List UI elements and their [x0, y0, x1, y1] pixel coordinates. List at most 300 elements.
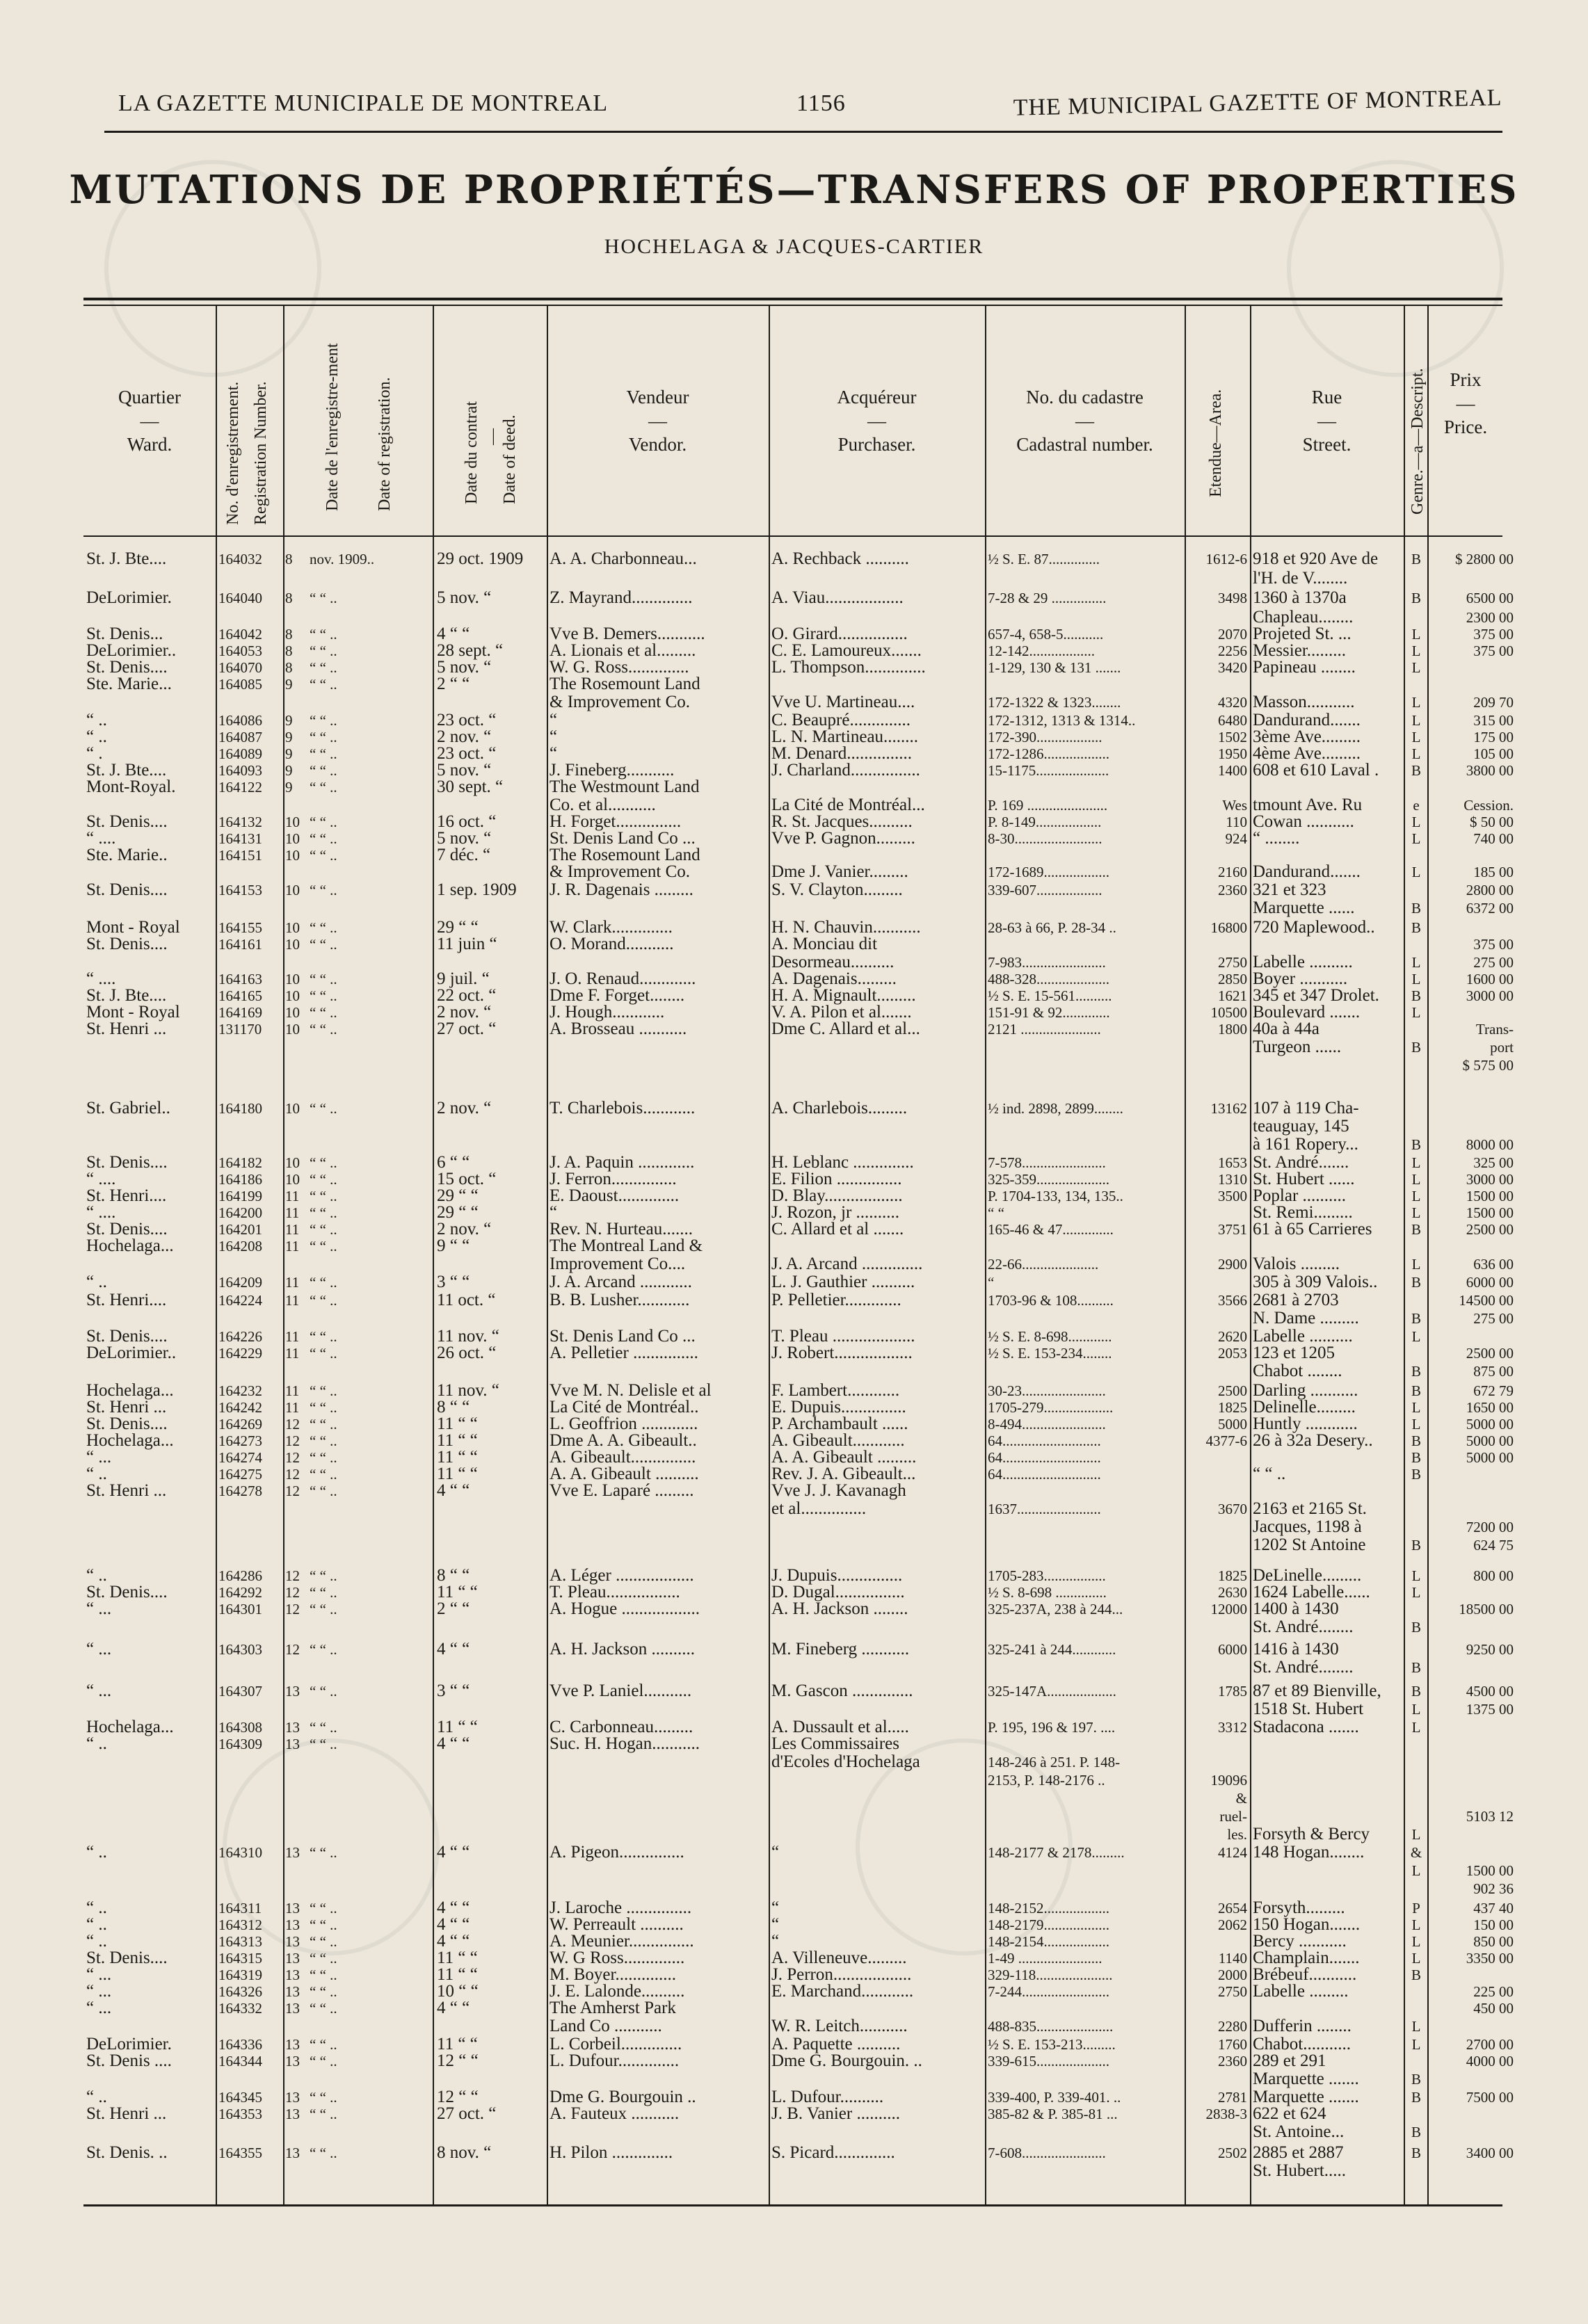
cell-ward: St. Gabriel.. — [86, 1099, 170, 1117]
cell-rd: “ “ .. — [310, 814, 337, 830]
cell-rn: 11 — [285, 1399, 300, 1416]
cell-rn: 13 — [285, 2145, 300, 2161]
cell-cd: 7 déc. “ — [437, 846, 491, 864]
cell-purchaser: J. Rozon, jr .......... — [771, 1203, 900, 1222]
cell-cad: ½ S. E. 87.............. — [988, 551, 1100, 567]
cell-reg: 164086 — [218, 712, 262, 729]
col-header-cadastre-en: Cadastral number. — [1016, 433, 1153, 455]
cell-rn: 11 — [285, 1274, 300, 1291]
cell-rn: 12 — [285, 1567, 300, 1584]
cell-g: B — [1411, 1039, 1421, 1056]
cell-reg: 164087 — [218, 729, 262, 745]
cell-reg: 164313 — [218, 1933, 262, 1950]
cell-reg: 164355 — [218, 2145, 262, 2161]
cell-purchaser: M. Gascon .............. — [771, 1681, 913, 1700]
cell-g: L — [1411, 1188, 1421, 1204]
cell-rn: 10 — [285, 987, 300, 1004]
cell-street: Marquette ....... — [1253, 2069, 1359, 2088]
cell-g: L — [1411, 1719, 1421, 1736]
cell-area: 2838-3 — [1205, 2106, 1247, 2122]
cell-g: B — [1411, 1537, 1421, 1554]
col-header-ward-en: Ward. — [127, 433, 173, 455]
cell-purchaser: E. Filion ............... — [771, 1170, 902, 1188]
cell-vendor: J. Ferron............... — [550, 1170, 677, 1188]
cell-cad: 64........................... — [988, 1466, 1101, 1483]
cell-rd: “ “ .. — [310, 1188, 337, 1204]
cell-vendor: & Improvement Co. — [550, 693, 691, 711]
cell-street: 1202 St Antoine — [1253, 1535, 1366, 1554]
cell-ward: St. Denis. .. — [86, 2143, 168, 2162]
cell-g: L — [1411, 864, 1421, 880]
cell-rn: 13 — [285, 2106, 300, 2122]
cell-reg: 164226 — [218, 1328, 262, 1345]
cell-rd: “ “ .. — [310, 1100, 337, 1117]
cell-vendor: “ — [550, 727, 558, 746]
cell-cd: 11 nov. “ — [437, 1327, 499, 1346]
cell-street: N. Dame ......... — [1253, 1309, 1359, 1328]
cell-purchaser: J. B. Vanier .......... — [771, 2104, 900, 2123]
cell-rn: 10 — [285, 830, 300, 847]
cell-rn: 10 — [285, 919, 300, 936]
cell-area: 1825 — [1218, 1567, 1247, 1584]
cell-rn: 11 — [285, 1292, 300, 1309]
cell-area: 1760 — [1218, 2036, 1247, 2053]
cell-vendor: J. E. Lalonde.......... — [550, 1982, 685, 2001]
cell-cd: 5 nov. “ — [437, 658, 492, 677]
cell-purchaser: A. Monciau dit — [771, 935, 878, 953]
cell-g: L — [1411, 1416, 1421, 1433]
cell-price: 1375 00 — [1466, 1701, 1514, 1718]
cell-price: Trans- — [1475, 1021, 1514, 1038]
cell-reg: 164232 — [218, 1382, 262, 1399]
cell-street: Poplar .......... — [1253, 1186, 1347, 1205]
cell-cad: 2121 ...................... — [988, 1021, 1101, 1038]
cell-ward: St. Henri ... — [86, 1398, 167, 1417]
cell-purchaser: Vve P. Gagnon......... — [771, 829, 915, 848]
cell-vendor: Z. Mayrand.............. — [550, 588, 693, 607]
cell-vendor: A. Fauteux ........... — [550, 2104, 680, 2123]
cell-rn: 11 — [285, 1238, 300, 1254]
cell-vendor: Rev. N. Hurteau....... — [550, 1220, 693, 1238]
cell-street: 150 Hogan....... — [1253, 1915, 1361, 1934]
cell-g: B — [1411, 762, 1421, 779]
cell-rn: 13 — [285, 1967, 300, 1983]
cell-rn: 13 — [285, 2089, 300, 2106]
cell-cd: 30 sept. “ — [437, 777, 504, 796]
cell-g: & — [1410, 1844, 1422, 1861]
cell-g: L — [1411, 1399, 1421, 1416]
cell-price: 636 00 — [1473, 1256, 1514, 1273]
cell-reg: 164275 — [218, 1466, 262, 1483]
cell-vendor: Vve P. Laniel........... — [550, 1681, 692, 1700]
cell-area: 2750 — [1218, 1983, 1247, 2000]
cell-rn: 9 — [285, 712, 293, 729]
cell-price: 4000 00 — [1466, 2053, 1514, 2069]
cell-rd: nov. 1909.. — [310, 551, 375, 567]
cell-reg: 164093 — [218, 762, 262, 779]
cell-rd: “ “ .. — [310, 729, 337, 745]
cell-area: 2900 — [1218, 1256, 1247, 1273]
col-header-contract-fr: Date du contrat — [463, 401, 481, 504]
cell-g: B — [1411, 2145, 1421, 2161]
cell-vendor: A. Meunier............... — [550, 1932, 694, 1951]
cell-g: B — [1411, 987, 1421, 1004]
cell-purchaser: H. Leblanc .............. — [771, 1153, 914, 1172]
cell-cad: 329-118..................... — [988, 1967, 1113, 1983]
page-title: MUTATIONS DE PROPRIÉTÉS—TRANSFERS OF PROPERTIES — [69, 167, 1519, 213]
cell-ward: “ .. — [86, 1734, 107, 1753]
cell-vendor: M. Boyer.............. — [550, 1965, 676, 1984]
cell-cad: 1-129, 130 & 131 ....... — [988, 659, 1121, 676]
cell-cad: 165-46 & 47.............. — [988, 1221, 1114, 1238]
cell-street: 3ème Ave......... — [1253, 727, 1361, 746]
cell-rd: “ “ .. — [310, 1399, 337, 1416]
cell-reg: 164311 — [218, 1900, 262, 1917]
cell-cad: 64........................... — [988, 1449, 1101, 1466]
cell-reg: 164151 — [218, 847, 262, 864]
cell-street: 40a à 44a — [1253, 1019, 1320, 1038]
cell-purchaser: d'Ecoles d'Hochelaga — [771, 1752, 920, 1771]
cell-cad: 172-1312, 1313 & 1314.. — [988, 712, 1136, 729]
cell-vendor: J. A. Arcand ............ — [550, 1273, 692, 1291]
cell-street: Delinelle......... — [1253, 1398, 1356, 1417]
cell-g: L — [1411, 1826, 1421, 1843]
cell-rd: “ “ .. — [310, 1154, 337, 1171]
cell-purchaser: “ — [771, 1843, 780, 1862]
cell-vendor: Vve B. Demers........... — [550, 624, 705, 643]
cell-street: 345 et 347 Drolet. — [1253, 986, 1379, 1005]
cell-reg: 164200 — [218, 1204, 262, 1221]
cell-street: 2681 à 2703 — [1253, 1291, 1339, 1309]
cell-street: Projeted St. ... — [1253, 624, 1352, 643]
cell-rn: 10 — [285, 1100, 300, 1117]
cell-rd: “ “ .. — [310, 1917, 337, 1933]
cell-ward: “ .. — [86, 1915, 107, 1934]
cell-price: 2500 00 — [1466, 1221, 1514, 1238]
cell-ward: “ .. — [86, 2088, 107, 2106]
cell-vendor: J. Hough............ — [550, 1003, 665, 1022]
cell-purchaser: R. St. Jacques.......... — [771, 812, 913, 831]
cell-street: 1360 à 1370a — [1253, 588, 1347, 607]
cell-g: L — [1411, 1701, 1421, 1718]
cell-area: 3498 — [1218, 590, 1247, 606]
cell-g: L — [1411, 1950, 1421, 1967]
cell-area: 3312 — [1218, 1719, 1247, 1736]
cell-purchaser: Dme C. Allard et al... — [771, 1019, 920, 1038]
cell-purchaser: F. Lambert............ — [771, 1381, 900, 1400]
cell-cad: 339-607.................. — [988, 882, 1102, 898]
cell-rd: “ “ .. — [310, 1900, 337, 1917]
cell-rn: 10 — [285, 814, 300, 830]
cell-price: 209 70 — [1473, 694, 1514, 711]
cell-street: Stadacona ....... — [1253, 1718, 1359, 1736]
cell-cd: 11 “ “ — [437, 1414, 478, 1433]
cell-price: $ 575 00 — [1462, 1057, 1514, 1074]
cell-ward: “ ... — [86, 1982, 112, 2001]
cell-purchaser: J. Robert.................. — [771, 1343, 913, 1362]
cell-reg: 164319 — [218, 1967, 262, 1983]
cell-price: 624 75 — [1473, 1537, 1514, 1554]
cell-cd: 12 “ “ — [437, 2088, 479, 2106]
cell-cd: 12 “ “ — [437, 2051, 479, 2070]
cell-vendor: The Rosemount Land — [550, 846, 700, 864]
cell-cd: 5 nov. “ — [437, 829, 492, 848]
cell-cd: 4 “ “ — [437, 1898, 470, 1917]
cell-g: B — [1411, 1136, 1421, 1153]
col-header-vendor-en: Vendor. — [628, 433, 687, 455]
cell-vendor: J. A. Paquin ............. — [550, 1153, 695, 1172]
cell-cad: 657-4, 658-5........... — [988, 626, 1104, 643]
cell-cad: 7-608....................... — [988, 2145, 1106, 2161]
cell-street: 918 et 920 Ave de — [1253, 549, 1379, 568]
cell-reg: 131170 — [218, 1021, 262, 1038]
cell-cd: 11 oct. “ — [437, 1291, 496, 1309]
header-left: LA GAZETTE MUNICIPALE DE MONTREAL — [118, 90, 609, 116]
cell-purchaser: E. Dupuis............... — [771, 1398, 906, 1417]
cell-cd: 29 “ “ — [437, 918, 479, 937]
cell-reg: 164224 — [218, 1292, 262, 1309]
cell-street: Messier......... — [1253, 641, 1347, 660]
cell-street: 26 à 32a Desery.. — [1253, 1431, 1373, 1450]
cell-ward: “ .. — [86, 1464, 107, 1483]
cell-ward: St. Denis.... — [86, 1327, 168, 1346]
cell-vendor: Co. et al........... — [550, 796, 656, 814]
cell-ward: St. Denis.... — [86, 812, 168, 831]
cell-rd: “ “ .. — [310, 712, 337, 729]
cell-vendor: Dme G. Bourgouin .. — [550, 2088, 696, 2106]
cell-vendor: L. Dufour.............. — [550, 2051, 680, 2070]
cell-area: 2070 — [1218, 626, 1247, 643]
cell-price: 8000 00 — [1466, 1136, 1514, 1153]
cell-rd: “ “ .. — [310, 2145, 337, 2161]
cell-purchaser: L. Dufour.......... — [771, 2088, 884, 2106]
cell-cd: 11 “ “ — [437, 1583, 478, 1601]
cell-rd: “ “ .. — [310, 1449, 337, 1466]
cell-area: 3751 — [1218, 1221, 1247, 1238]
cell-price: 1600 00 — [1466, 971, 1514, 987]
cell-vendor: B. B. Lusher............ — [550, 1291, 690, 1309]
cell-area: 2502 — [1218, 2145, 1247, 2161]
cell-g: L — [1411, 954, 1421, 971]
page-number: 1156 — [796, 90, 846, 116]
cell-g: B — [1411, 1274, 1421, 1291]
cell-cd: 4 “ “ — [437, 1999, 470, 2017]
cell-area: 2360 — [1218, 2053, 1247, 2069]
cell-area: les. — [1227, 1826, 1247, 1843]
col-rule-3 — [433, 305, 434, 2204]
cell-price: 5000 00 — [1466, 1433, 1514, 1449]
cell-price: 225 00 — [1473, 1983, 1514, 2000]
cell-vendor: A. Léger .................. — [550, 1566, 694, 1585]
cell-cad: 148-2179.................. — [988, 1917, 1109, 1933]
cell-cd: 23 oct. “ — [437, 744, 497, 763]
cell-street: 148 Hogan........ — [1253, 1843, 1365, 1862]
cell-vendor: T. Pleau................. — [550, 1583, 680, 1601]
cell-price: 275 00 — [1473, 1310, 1514, 1327]
cell-reg: 164089 — [218, 745, 262, 762]
cell-price: 450 00 — [1473, 2000, 1514, 2017]
cell-cad: 2153, P. 148-2176 .. — [988, 1772, 1105, 1789]
cell-area: 4377-6 — [1205, 1433, 1247, 1449]
col-rule-10 — [1427, 305, 1429, 2204]
cell-ward: St. Denis.... — [86, 1153, 168, 1172]
cell-rn: 13 — [285, 2000, 300, 2017]
col-rule-1 — [216, 305, 217, 2204]
cell-rn: 10 — [285, 936, 300, 953]
cell-purchaser: V. A. Pilon et al....... — [771, 1003, 912, 1022]
cell-street: à 161 Ropery... — [1253, 1135, 1358, 1154]
cell-rn: 13 — [285, 1736, 300, 1752]
cell-area: 1800 — [1218, 1021, 1247, 1038]
cell-ward: “ .. — [86, 1273, 107, 1291]
cell-ward: “ .... — [86, 829, 116, 848]
cell-rd: “ “ .. — [310, 779, 337, 796]
cell-area: 2256 — [1218, 643, 1247, 659]
cell-vendor: Vve M. N. Delisle et al — [550, 1381, 712, 1400]
cell-ward: St. Denis.... — [86, 1220, 168, 1238]
cell-cd: 10 “ “ — [437, 1982, 479, 2001]
cell-rd: “ “ .. — [310, 2106, 337, 2122]
cell-rd: “ “ .. — [310, 1584, 337, 1601]
cell-g: L — [1411, 1204, 1421, 1221]
cell-cad: “ — [988, 1274, 995, 1291]
cell-reg: 164344 — [218, 2053, 262, 2069]
col-header-vendor-dash: — — [648, 410, 667, 431]
cell-ward: St. Denis .... — [86, 2051, 172, 2070]
cell-g: L — [1411, 830, 1421, 847]
cell-ward: Ste. Marie... — [86, 675, 172, 693]
cell-g: B — [1411, 1382, 1421, 1399]
cell-purchaser: “ — [771, 1898, 780, 1917]
cell-purchaser: “ — [771, 1915, 780, 1934]
cell-vendor: J. R. Dagenais ......... — [550, 880, 693, 899]
cell-vendor: W. Perreault .......... — [550, 1915, 684, 1934]
cell-rn: 10 — [285, 882, 300, 898]
cell-cad: ½ ind. 2898, 2899........ — [988, 1100, 1123, 1117]
cell-ward: St. Henri ... — [86, 1019, 167, 1038]
table-header-rule — [83, 535, 1502, 537]
cell-cd: 2 “ “ — [437, 1599, 470, 1618]
cell-rn: 9 — [285, 676, 293, 693]
col-header-cadastre-fr: No. du cadastre — [1026, 387, 1144, 407]
col-header-price-en: Price. — [1443, 416, 1488, 437]
cell-rn: 8 — [285, 659, 293, 676]
cell-street: Cowan ........... — [1253, 812, 1354, 831]
cell-price: 2500 00 — [1466, 1345, 1514, 1362]
cell-reg: 164161 — [218, 936, 262, 953]
cell-cad: 7-28 & 29 ............... — [988, 590, 1107, 606]
cell-price: 2800 00 — [1466, 882, 1514, 898]
cell-ward: “ . — [86, 744, 103, 763]
cell-reg: 164131 — [218, 830, 262, 847]
cell-price: 105 00 — [1473, 745, 1514, 762]
cell-street: “ ........ — [1253, 829, 1300, 848]
cell-vendor: H. Forget............... — [550, 812, 682, 831]
col-header-vendor-fr: Vendeur — [626, 387, 689, 407]
cell-rn: 10 — [285, 1004, 300, 1021]
cell-purchaser: D. Dugal................ — [771, 1583, 905, 1601]
cell-cad: 148-2152.................. — [988, 1900, 1109, 1917]
cell-reg: 164032 — [218, 551, 262, 567]
cell-street: Forsyth......... — [1253, 1898, 1345, 1917]
cell-vendor: A. Gibeault............... — [550, 1448, 696, 1467]
cell-rd: “ “ .. — [310, 1844, 337, 1861]
cell-area: 1140 — [1218, 1950, 1247, 1967]
cell-rd: “ “ .. — [310, 830, 337, 847]
cell-vendor: The Amherst Park — [550, 1999, 676, 2017]
cell-street: Darling ........... — [1253, 1381, 1358, 1400]
cell-cd: 11 “ “ — [437, 1965, 478, 1984]
cell-cad: 12-142.................. — [988, 643, 1095, 659]
cell-street: l'H. de V........ — [1253, 569, 1348, 588]
cell-purchaser: A. Villeneuve......... — [771, 1948, 907, 1967]
cell-ward: “ .... — [86, 1170, 116, 1188]
col-header-genre: Genre.—a—Descript. — [1409, 368, 1427, 515]
cell-cd: 4 “ “ — [437, 1932, 470, 1951]
cell-reg: 164155 — [218, 919, 262, 936]
cell-purchaser: L. Thompson.............. — [771, 658, 926, 677]
cell-cd: 11 “ “ — [437, 1448, 478, 1467]
col-header-street-dash: — — [1317, 410, 1336, 431]
col-header-street-en: Street. — [1302, 433, 1352, 455]
cell-price: 3000 00 — [1466, 1171, 1514, 1188]
cell-vendor: Dme F. Forget........ — [550, 986, 685, 1005]
cell-rd: “ “ .. — [310, 847, 337, 864]
cell-cd: 2 nov. “ — [437, 1003, 492, 1022]
cell-g: L — [1411, 2036, 1421, 2053]
cell-cad: 8-494....................... — [988, 1416, 1106, 1433]
cell-reg: 164042 — [218, 626, 262, 643]
cell-purchaser: C. E. Lamoureux....... — [771, 641, 922, 660]
cell-cad: 28-63 à 66, P. 28-34 .. — [988, 919, 1116, 936]
cell-area: 1400 — [1218, 762, 1247, 779]
col-header-price-fr: Prix — [1450, 369, 1482, 390]
cell-rn: 13 — [285, 1917, 300, 1933]
cell-g: L — [1411, 1004, 1421, 1021]
cell-cd: 6 “ “ — [437, 1153, 470, 1172]
cell-vendor: A. Hogue .................. — [550, 1599, 700, 1618]
cell-rn: 11 — [285, 1328, 300, 1345]
cell-price: 150 00 — [1473, 1917, 1514, 1933]
cell-vendor: Land Co ........... — [550, 2017, 662, 2035]
cell-reg: 164286 — [218, 1567, 262, 1584]
cell-price: 6500 00 — [1466, 590, 1514, 606]
cell-price: 672 79 — [1473, 1382, 1514, 1399]
cell-price: 5103 12 — [1466, 1808, 1514, 1825]
cell-street: Bercy ........... — [1253, 1932, 1347, 1951]
cell-street: Chapleau........ — [1253, 608, 1354, 627]
cell-vendor: Dme A. A. Gibeault.. — [550, 1431, 697, 1450]
cell-rd: “ “ .. — [310, 745, 337, 762]
cell-street: Masson........... — [1253, 693, 1355, 711]
cell-cad: 1705-279................... — [988, 1399, 1114, 1416]
cell-reg: 164336 — [218, 2036, 262, 2053]
cell-cad: P. 8-149.................. — [988, 814, 1102, 830]
cell-purchaser: M. Fineberg ........... — [771, 1640, 910, 1659]
cell-street: Brébeuf........... — [1253, 1965, 1357, 1984]
cell-street: DeLinelle......... — [1253, 1566, 1362, 1585]
cell-area: 19096 — [1210, 1772, 1247, 1789]
cell-purchaser: A. Dussault et al..... — [771, 1718, 909, 1736]
cell-street: 1416 à 1430 — [1253, 1640, 1339, 1659]
cell-ward: St. J. Bte.... — [86, 549, 167, 568]
cell-price: 6372 00 — [1466, 900, 1514, 917]
cell-ward: St. Denis.... — [86, 935, 168, 953]
cell-cd: 9 “ “ — [437, 1236, 470, 1255]
cell-cad: ½ S. E. 153-213......... — [988, 2036, 1116, 2053]
cell-vendor: Vve E. Laparé ......... — [550, 1481, 694, 1500]
cell-reg: 164345 — [218, 2089, 262, 2106]
